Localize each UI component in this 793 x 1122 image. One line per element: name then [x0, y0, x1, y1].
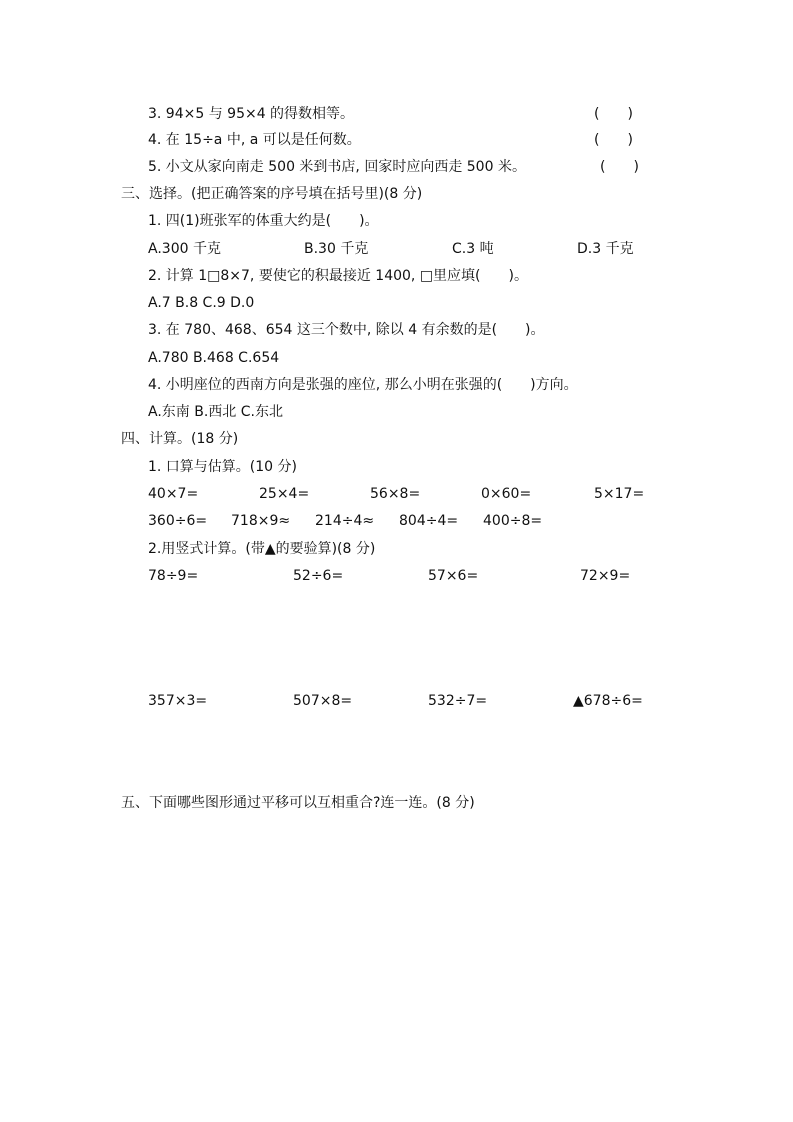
oral-calc-item: 0×60= — [481, 486, 532, 502]
estimate-item: 214÷4≈ — [315, 513, 375, 529]
estimate-item: 360÷6= — [148, 513, 208, 529]
calc-sub-heading-1: 1. 口算与估算。(10 分) — [148, 459, 297, 475]
estimate-item: 804÷4= — [399, 513, 459, 529]
vertical-calc-item-check: ▲678÷6= — [573, 693, 643, 709]
vertical-calc-item: 57×6= — [428, 568, 479, 584]
vertical-calc-item: 78÷9= — [148, 568, 199, 584]
judge-item-5: 5. 小文从家向南走 500 米到书店, 回家时应向西走 500 米。 — [148, 159, 526, 175]
estimate-item: 400÷8= — [483, 513, 543, 529]
judge-answer-blank-4[interactable]: ( ) — [594, 132, 633, 148]
choice-question-4: 4. 小明座位的西南方向是张强的座位, 那么小明在张强的( )方向。 — [148, 377, 578, 393]
choice-2-options[interactable]: A.7 B.8 C.9 D.0 — [148, 295, 255, 311]
choice-question-1: 1. 四(1)班张军的体重大约是( )。 — [148, 213, 379, 229]
judge-item-3: 3. 94×5 与 95×4 的得数相等。 — [148, 106, 355, 122]
choice-4-options[interactable]: A.东南 B.西北 C.东北 — [148, 404, 283, 420]
choice-3-options[interactable]: A.780 B.468 C.654 — [148, 350, 280, 366]
vertical-calc-item: 507×8= — [293, 693, 353, 709]
calc-sub-heading-2: 2.用竖式计算。(带▲的要验算)(8 分) — [148, 541, 376, 557]
oral-calc-item: 56×8= — [370, 486, 421, 502]
calc-section-heading: 四、计算。(18 分) — [121, 431, 239, 447]
choice-1-option-c[interactable]: C.3 吨 — [452, 241, 494, 257]
judge-answer-blank-3[interactable]: ( ) — [594, 106, 633, 122]
oral-calc-item: 5×17= — [594, 486, 645, 502]
vertical-calc-item: 532÷7= — [428, 693, 488, 709]
shift-section-heading: 五、下面哪些图形通过平移可以互相重合?连一连。(8 分) — [121, 795, 475, 811]
choice-question-2: 2. 计算 1□8×7, 要使它的积最接近 1400, □里应填( )。 — [148, 268, 528, 284]
choice-1-option-b[interactable]: B.30 千克 — [304, 241, 369, 257]
vertical-calc-item: 72×9= — [580, 568, 631, 584]
vertical-calc-item: 357×3= — [148, 693, 208, 709]
oral-calc-item: 40×7= — [148, 486, 199, 502]
choice-question-3: 3. 在 780、468、654 这三个数中, 除以 4 有余数的是( )。 — [148, 322, 545, 338]
judge-answer-blank-5[interactable]: ( ) — [600, 159, 639, 175]
choice-1-option-a[interactable]: A.300 千克 — [148, 241, 221, 257]
choice-1-option-d[interactable]: D.3 千克 — [577, 241, 634, 257]
vertical-calc-item: 52÷6= — [293, 568, 344, 584]
estimate-item: 718×9≈ — [231, 513, 291, 529]
choice-section-heading: 三、选择。(把正确答案的序号填在括号里)(8 分) — [121, 186, 423, 202]
judge-item-4: 4. 在 15÷a 中, a 可以是任何数。 — [148, 132, 361, 148]
oral-calc-item: 25×4= — [259, 486, 310, 502]
